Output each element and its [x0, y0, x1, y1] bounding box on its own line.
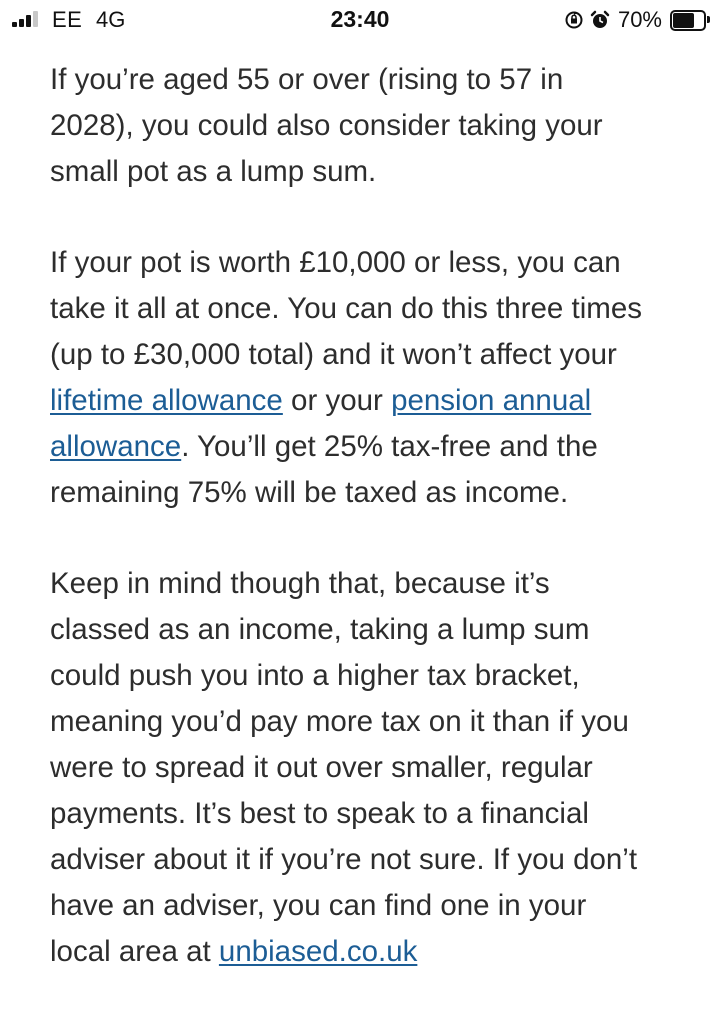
- article-body: [50, 57, 690, 1020]
- battery-icon: [670, 10, 706, 31]
- rotation-lock-icon: [564, 10, 584, 30]
- text-line: [50, 424, 690, 470]
- text-line: Keep in mind though that, because it’s: [50, 567, 550, 600]
- paragraph-pot-value: [50, 240, 690, 516]
- text-line: have an adviser, you can find one in your: [50, 889, 587, 922]
- lifetime-allowance-link[interactable]: lifetime allowance: [50, 384, 283, 417]
- paragraph-tax-bracket: [50, 561, 690, 975]
- battery-fill: [673, 13, 694, 28]
- status-bar: [0, 0, 720, 40]
- carrier-name: EE: [52, 7, 83, 32]
- text-line: were to spread it out over smaller, regular: [50, 751, 593, 784]
- text-line: payments. It’s best to speak to a financial: [50, 797, 589, 830]
- text-line: If your pot is worth £10,000 or less, you can: [50, 246, 621, 279]
- text-line: remaining 75% will be taxed as income.: [50, 476, 569, 509]
- unbiased-link[interactable]: unbiased.co.uk: [218, 935, 418, 968]
- pension-annual-allowance-link[interactable]: pension annual: [391, 384, 592, 417]
- text-fragment: or your: [282, 384, 392, 417]
- text-line: small pot as a lump sum.: [50, 155, 377, 188]
- status-icons: [564, 6, 706, 34]
- network-type: 4G: [96, 7, 126, 32]
- paragraph-lump-sum-age: [50, 57, 690, 195]
- text-line: meaning you’d pay more tax on it than if you: [50, 705, 629, 738]
- text-line: If you’re aged 55 or over (rising to 57 in: [50, 63, 564, 96]
- clock: 23:40: [330, 6, 390, 32]
- text-line: classed as an income, taking a lump sum: [50, 613, 590, 646]
- pension-annual-allowance-link-continued[interactable]: allowance: [50, 430, 182, 463]
- battery-percentage: 70%: [617, 7, 662, 32]
- text-line: take it all at once. You can do this three times: [50, 292, 643, 325]
- text-line: (up to £30,000 total) and it won’t affect your: [50, 338, 617, 371]
- alarm-icon: [590, 10, 610, 30]
- text-line: 2028), you could also consider taking your: [50, 109, 603, 142]
- text-line: adviser about it if you’re not sure. If you don’t: [50, 843, 638, 876]
- text-line: could push you into a higher tax bracket,: [50, 659, 580, 692]
- text-fragment: local area at: [50, 935, 219, 968]
- text-line: [50, 378, 690, 424]
- text-line: [50, 929, 690, 975]
- text-fragment: . You’ll get 25% tax-free and the: [181, 430, 598, 463]
